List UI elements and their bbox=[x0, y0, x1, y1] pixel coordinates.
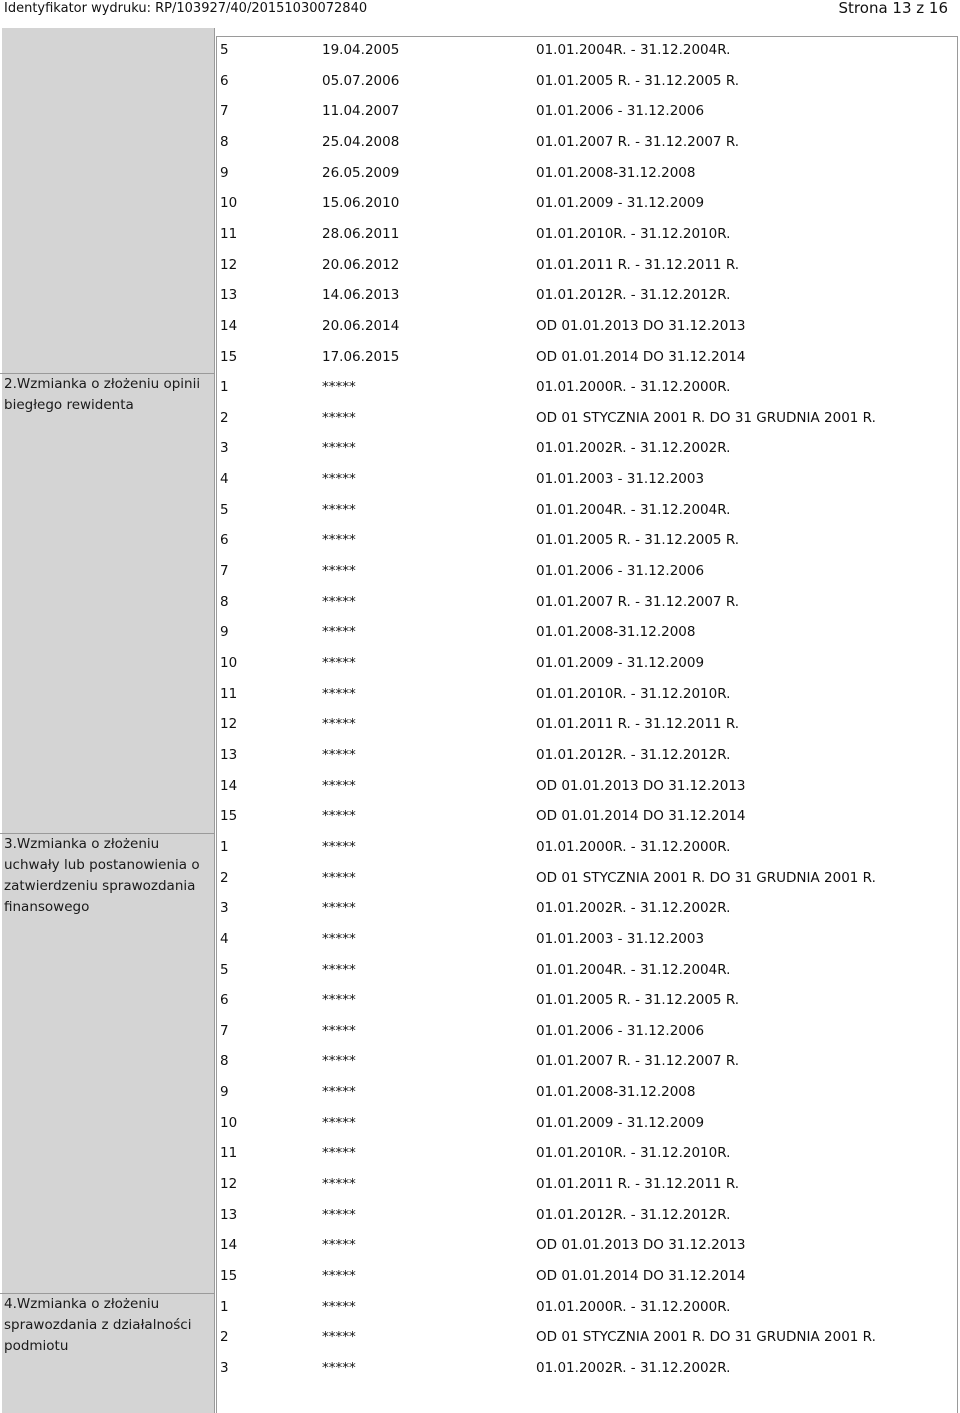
row-date: ***** bbox=[322, 1053, 356, 1070]
row-number: 1 bbox=[220, 379, 229, 396]
row-period: 01.01.2011 R. - 31.12.2011 R. bbox=[536, 716, 740, 733]
table-row bbox=[220, 1261, 956, 1291]
table-row bbox=[220, 495, 956, 525]
table-row bbox=[220, 1108, 956, 1138]
row-number: 7 bbox=[220, 103, 229, 120]
row-number: 9 bbox=[220, 164, 229, 181]
row-date: 19.04.2005 bbox=[322, 42, 400, 58]
row-number: 3 bbox=[220, 900, 229, 917]
row-number: 2 bbox=[220, 409, 229, 426]
table-row bbox=[220, 342, 956, 372]
row-period: 01.01.2008-31.12.2008 bbox=[536, 624, 696, 641]
row-date: 28.06.2011 bbox=[322, 225, 400, 242]
row-number: 8 bbox=[220, 133, 229, 150]
table-row bbox=[220, 985, 956, 1015]
row-period: 01.01.2000R. - 31.12.2000R. bbox=[536, 1298, 731, 1315]
row-date: ***** bbox=[322, 746, 356, 763]
table-row bbox=[220, 924, 956, 954]
table-row bbox=[220, 96, 956, 126]
row-date: ***** bbox=[322, 869, 356, 886]
row-number: 10 bbox=[220, 195, 238, 212]
row-date: 20.06.2012 bbox=[322, 256, 400, 273]
row-date: ***** bbox=[322, 1176, 356, 1193]
row-period: OD 01 STYCZNIA 2001 R. DO 31 GRUDNIA 2001 R. bbox=[536, 409, 876, 426]
row-number: 8 bbox=[220, 1053, 229, 1070]
section-label-column bbox=[2, 28, 215, 1413]
row-period: 01.01.2005 R. - 31.12.2005 R. bbox=[536, 532, 740, 549]
row-number: 10 bbox=[220, 655, 238, 671]
table-row bbox=[220, 1138, 956, 1168]
table-row bbox=[220, 955, 956, 985]
table-row bbox=[220, 893, 956, 923]
row-date: ***** bbox=[322, 808, 356, 825]
page-number: Strona 13 z 16 bbox=[838, 0, 948, 17]
row-date: 14.06.2013 bbox=[322, 287, 400, 304]
table-row bbox=[220, 525, 956, 555]
row-number: 13 bbox=[220, 1206, 238, 1223]
row-number: 15 bbox=[220, 808, 238, 825]
table-row bbox=[220, 464, 956, 494]
section-label: 3.Wzmianka o złożeniu uchwały lub postanowienia o zatwierdzeniu sprawozdania finansowego bbox=[4, 835, 200, 915]
row-date: ***** bbox=[322, 1084, 356, 1101]
table-row bbox=[220, 556, 956, 586]
row-period: 01.01.2007 R. - 31.12.2007 R. bbox=[536, 1053, 740, 1070]
row-period: 01.01.2008-31.12.2008 bbox=[536, 164, 696, 181]
row-period: 01.01.2003 - 31.12.2003 bbox=[536, 930, 705, 947]
row-date: 20.06.2014 bbox=[322, 317, 400, 334]
row-period: 01.01.2012R. - 31.12.2012R. bbox=[536, 746, 731, 763]
row-period: OD 01.01.2014 DO 31.12.2014 bbox=[536, 1268, 746, 1284]
row-date: ***** bbox=[322, 409, 356, 426]
table-row bbox=[220, 709, 956, 739]
table-row bbox=[220, 35, 956, 65]
row-date: ***** bbox=[322, 685, 356, 702]
row-date: ***** bbox=[322, 1145, 356, 1162]
table-row bbox=[220, 311, 956, 341]
row-period: 01.01.2007 R. - 31.12.2007 R. bbox=[536, 593, 740, 610]
row-period: 01.01.2000R. - 31.12.2000R. bbox=[536, 379, 731, 396]
row-number: 4 bbox=[220, 471, 229, 488]
row-period: OD 01.01.2014 DO 31.12.2014 bbox=[536, 348, 746, 365]
table-row bbox=[220, 250, 956, 280]
row-date: ***** bbox=[322, 1237, 356, 1254]
table-row bbox=[220, 740, 956, 770]
row-period: OD 01 STYCZNIA 2001 R. DO 31 GRUDNIA 2001 R. bbox=[536, 1329, 876, 1346]
row-period: 01.01.2002R. - 31.12.2002R. bbox=[536, 1359, 731, 1376]
row-date: ***** bbox=[322, 440, 356, 457]
row-number: 7 bbox=[220, 563, 229, 580]
row-date: ***** bbox=[322, 471, 356, 488]
table-row bbox=[220, 433, 956, 463]
row-number: 14 bbox=[220, 1237, 238, 1254]
table-row bbox=[220, 679, 956, 709]
row-date: ***** bbox=[322, 992, 356, 1009]
row-date: ***** bbox=[322, 1268, 356, 1284]
table-row bbox=[220, 1169, 956, 1199]
table-row bbox=[220, 771, 956, 801]
row-period: 01.01.2012R. - 31.12.2012R. bbox=[536, 287, 731, 304]
row-period: 01.01.2011 R. - 31.12.2011 R. bbox=[536, 256, 740, 273]
row-date: ***** bbox=[322, 716, 356, 733]
row-period: 01.01.2004R. - 31.12.2004R. bbox=[536, 42, 731, 58]
row-period: 01.01.2000R. - 31.12.2000R. bbox=[536, 838, 731, 855]
row-number: 15 bbox=[220, 348, 238, 365]
row-period: OD 01.01.2014 DO 31.12.2014 bbox=[536, 808, 746, 825]
table-row bbox=[220, 648, 956, 678]
row-period: 01.01.2010R. - 31.12.2010R. bbox=[536, 1145, 731, 1162]
row-period: 01.01.2004R. - 31.12.2004R. bbox=[536, 961, 731, 978]
row-number: 4 bbox=[220, 930, 229, 947]
row-period: OD 01.01.2013 DO 31.12.2013 bbox=[536, 1237, 746, 1254]
row-number: 6 bbox=[220, 532, 229, 549]
row-period: 01.01.2005 R. - 31.12.2005 R. bbox=[536, 72, 740, 89]
row-number: 8 bbox=[220, 593, 229, 610]
row-date: ***** bbox=[322, 838, 356, 855]
row-number: 3 bbox=[220, 1359, 229, 1376]
row-date: 17.06.2015 bbox=[322, 348, 400, 365]
table-row bbox=[220, 66, 956, 96]
row-period: OD 01.01.2013 DO 31.12.2013 bbox=[536, 777, 746, 794]
table-row bbox=[220, 1230, 956, 1260]
row-number: 12 bbox=[220, 256, 238, 273]
row-date: ***** bbox=[322, 563, 356, 580]
table-row bbox=[220, 158, 956, 188]
row-date: 26.05.2009 bbox=[322, 164, 400, 181]
row-number: 11 bbox=[220, 685, 238, 702]
row-number: 1 bbox=[220, 1298, 229, 1315]
row-date: 15.06.2010 bbox=[322, 195, 400, 212]
row-period: 01.01.2009 - 31.12.2009 bbox=[536, 1114, 705, 1131]
row-number: 9 bbox=[220, 624, 229, 641]
row-date: 11.04.2007 bbox=[322, 103, 400, 120]
row-date: ***** bbox=[322, 624, 356, 641]
row-number: 12 bbox=[220, 716, 238, 733]
row-number: 15 bbox=[220, 1268, 238, 1284]
section-label: 4.Wzmianka o złożeniu sprawozdania z działalności podmiotu bbox=[4, 1295, 192, 1354]
row-date: ***** bbox=[322, 501, 356, 518]
row-number: 5 bbox=[220, 501, 229, 518]
row-date: ***** bbox=[322, 655, 356, 671]
row-number: 5 bbox=[220, 42, 229, 58]
row-period: 01.01.2007 R. - 31.12.2007 R. bbox=[536, 133, 740, 150]
row-period: 01.01.2004R. - 31.12.2004R. bbox=[536, 501, 731, 518]
table-row bbox=[220, 1016, 956, 1046]
table-row bbox=[220, 1292, 956, 1322]
row-number: 10 bbox=[220, 1114, 238, 1131]
row-number: 2 bbox=[220, 1329, 229, 1346]
table-row bbox=[220, 832, 956, 862]
row-period: 01.01.2006 - 31.12.2006 bbox=[536, 563, 705, 580]
row-period: 01.01.2010R. - 31.12.2010R. bbox=[536, 685, 731, 702]
row-period: 01.01.2009 - 31.12.2009 bbox=[536, 195, 705, 212]
row-period: 01.01.2011 R. - 31.12.2011 R. bbox=[536, 1176, 740, 1193]
row-date: ***** bbox=[322, 1329, 356, 1346]
table-row bbox=[220, 863, 956, 893]
table-row bbox=[220, 1077, 956, 1107]
row-date: ***** bbox=[322, 379, 356, 396]
row-number: 1 bbox=[220, 838, 229, 855]
table-row bbox=[220, 801, 956, 831]
table-row bbox=[220, 219, 956, 249]
table-row bbox=[220, 372, 956, 402]
row-number: 11 bbox=[220, 1145, 238, 1162]
row-number: 2 bbox=[220, 869, 229, 886]
row-date: ***** bbox=[322, 777, 356, 794]
row-number: 7 bbox=[220, 1022, 229, 1039]
table-row bbox=[220, 1046, 956, 1076]
table-row bbox=[220, 127, 956, 157]
row-period: 01.01.2006 - 31.12.2006 bbox=[536, 1022, 705, 1039]
row-period: 01.01.2009 - 31.12.2009 bbox=[536, 655, 705, 671]
row-number: 6 bbox=[220, 992, 229, 1009]
row-date: ***** bbox=[322, 930, 356, 947]
row-number: 14 bbox=[220, 317, 238, 334]
table-row bbox=[220, 1353, 956, 1383]
section-label: 2.Wzmianka o złożeniu opinii biegłego rewidenta bbox=[4, 376, 201, 414]
table-row bbox=[220, 403, 956, 433]
row-number: 6 bbox=[220, 72, 229, 89]
row-number: 9 bbox=[220, 1084, 229, 1101]
row-number: 12 bbox=[220, 1176, 238, 1193]
row-date: 25.04.2008 bbox=[322, 133, 400, 150]
row-date: 05.07.2006 bbox=[322, 72, 400, 89]
row-number: 11 bbox=[220, 225, 238, 242]
row-date: ***** bbox=[322, 1298, 356, 1315]
table-row bbox=[220, 188, 956, 218]
table-row bbox=[220, 617, 956, 647]
table-row bbox=[220, 1200, 956, 1230]
row-period: 01.01.2008-31.12.2008 bbox=[536, 1084, 696, 1101]
row-number: 13 bbox=[220, 287, 238, 304]
table-row bbox=[220, 587, 956, 617]
row-period: OD 01 STYCZNIA 2001 R. DO 31 GRUDNIA 2001 R. bbox=[536, 869, 876, 886]
row-period: 01.01.2005 R. - 31.12.2005 R. bbox=[536, 992, 740, 1009]
row-date: ***** bbox=[322, 532, 356, 549]
print-identifier: Identyfikator wydruku: RP/103927/40/20151030072840 bbox=[4, 1, 368, 16]
row-date: ***** bbox=[322, 1114, 356, 1131]
row-period: 01.01.2010R. - 31.12.2010R. bbox=[536, 225, 731, 242]
row-date: ***** bbox=[322, 1022, 356, 1039]
row-period: OD 01.01.2013 DO 31.12.2013 bbox=[536, 317, 746, 334]
row-period: 01.01.2012R. - 31.12.2012R. bbox=[536, 1206, 731, 1223]
print-header bbox=[0, 0, 960, 22]
row-period: 01.01.2002R. - 31.12.2002R. bbox=[536, 440, 731, 457]
row-date: ***** bbox=[322, 1206, 356, 1223]
row-date: ***** bbox=[322, 900, 356, 917]
row-period: 01.01.2002R. - 31.12.2002R. bbox=[536, 900, 731, 917]
row-period: 01.01.2006 - 31.12.2006 bbox=[536, 103, 705, 120]
row-number: 3 bbox=[220, 440, 229, 457]
row-number: 13 bbox=[220, 746, 238, 763]
table-row bbox=[220, 1322, 956, 1352]
row-date: ***** bbox=[322, 593, 356, 610]
row-number: 5 bbox=[220, 961, 229, 978]
row-number: 14 bbox=[220, 777, 238, 794]
row-date: ***** bbox=[322, 961, 356, 978]
row-period: 01.01.2003 - 31.12.2003 bbox=[536, 471, 705, 488]
row-date: ***** bbox=[322, 1359, 356, 1376]
table-row bbox=[220, 280, 956, 310]
